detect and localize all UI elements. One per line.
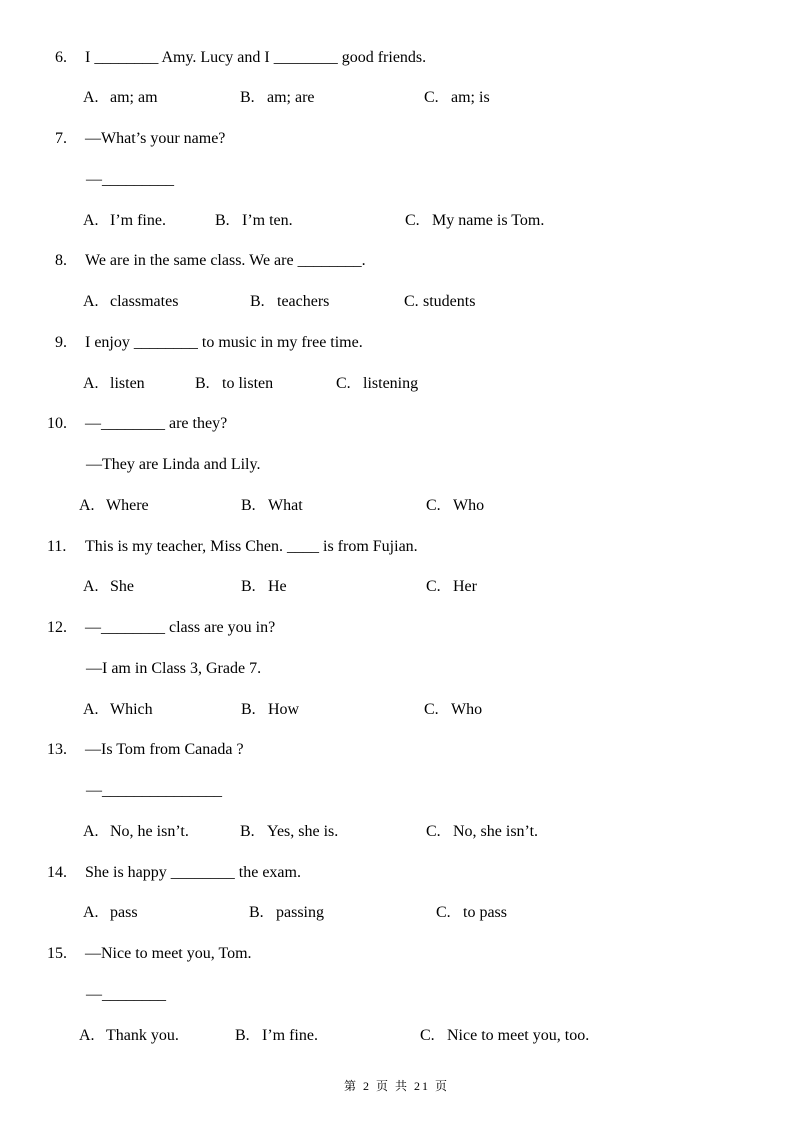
option-text: teachers — [277, 293, 330, 310]
option-label: C. — [336, 374, 351, 392]
option-label: C. — [426, 578, 441, 596]
option-a — [83, 567, 134, 608]
option-a — [83, 893, 138, 934]
option-c — [424, 78, 490, 119]
option-a — [83, 364, 145, 405]
question-stem-line — [0, 527, 793, 568]
question-list — [0, 38, 793, 1057]
option-label: B. — [240, 89, 255, 107]
options-row — [0, 282, 793, 323]
option-a — [83, 690, 153, 731]
question-number: 13. — [47, 741, 67, 759]
question-stem: —Nice to meet you, Tom. — [85, 945, 252, 962]
option-label: C. — [436, 904, 451, 922]
option-label: A. — [79, 496, 95, 514]
question-reply-text: —I am in Class 3, Grade 7. — [86, 659, 262, 677]
option-label: C. — [426, 822, 441, 840]
question-stem: This is my teacher, Miss Chen. ____ is from Fujian. — [85, 537, 418, 555]
option-label: B. — [215, 211, 230, 229]
option-text: am; am — [110, 89, 158, 107]
question-number: 15. — [47, 945, 67, 962]
option-label: C. — [404, 293, 419, 310]
option-text: to listen — [222, 374, 274, 392]
option-text: Who — [453, 496, 485, 514]
question-stem: —________ are they? — [85, 415, 228, 433]
option-label: B. — [241, 496, 256, 514]
options-row — [0, 201, 793, 242]
option-label: A. — [79, 1026, 95, 1044]
option-text: listening — [363, 374, 419, 392]
question-stem: —Is Tom from Canada ? — [85, 741, 244, 759]
option-text: Nice to meet you, too. — [447, 1026, 590, 1044]
option-text: How — [268, 700, 300, 718]
option-text: Thank you. — [106, 1026, 179, 1044]
option-text: Where — [106, 496, 149, 514]
options-row — [0, 1016, 793, 1057]
page-number-text: 第 2 页 共 21 页 — [343, 1079, 449, 1093]
option-label: C. — [420, 1026, 435, 1044]
question-reply-line — [0, 649, 793, 690]
question-number: 10. — [47, 415, 67, 433]
question-stem-line — [0, 38, 793, 79]
question-stem-line — [0, 323, 793, 364]
option-c — [426, 486, 484, 527]
option-b — [249, 893, 324, 934]
question-number: 6. — [55, 48, 67, 66]
option-label: B. — [240, 822, 255, 840]
question-stem: She is happy ________ the exam. — [85, 863, 301, 881]
options-row — [0, 364, 793, 405]
question-reply-text: —_______________ — [86, 782, 222, 799]
option-label: C. — [424, 89, 439, 107]
question-number: 9. — [55, 333, 67, 351]
option-label: B. — [249, 904, 264, 922]
option-text: am; is — [451, 89, 490, 107]
option-text: I’m fine. — [110, 211, 166, 229]
option-b — [215, 201, 293, 242]
option-label: A. — [83, 700, 99, 718]
option-label: A. — [83, 374, 99, 392]
question-stem-line — [0, 608, 793, 649]
option-b — [235, 1016, 318, 1057]
option-b — [250, 282, 329, 323]
question-number: 12. — [47, 619, 67, 636]
option-label: C. — [426, 496, 441, 514]
option-label: B. — [195, 374, 210, 392]
option-label: C. — [424, 700, 439, 718]
option-label: A. — [83, 822, 99, 840]
option-c — [405, 201, 544, 242]
option-text: pass — [110, 904, 138, 922]
option-c — [336, 364, 418, 405]
option-text: What — [268, 496, 303, 514]
option-b — [241, 486, 303, 527]
option-text: No, she isn’t. — [453, 822, 539, 840]
option-text: I’m fine. — [262, 1026, 318, 1044]
option-a — [83, 282, 178, 323]
option-label: A. — [83, 904, 99, 922]
option-text: Her — [453, 578, 477, 596]
question-reply-text: —_________ — [86, 170, 174, 188]
option-label: C. — [405, 211, 420, 229]
option-label: B. — [235, 1026, 250, 1044]
option-a — [83, 78, 158, 119]
option-label: B. — [241, 700, 256, 718]
question-reply-line — [0, 975, 793, 1016]
question-reply-text: —They are Linda and Lily. — [86, 456, 261, 473]
option-text: He — [268, 578, 287, 596]
option-label: B. — [241, 578, 256, 596]
question-stem-line — [0, 934, 793, 975]
question-number: 11. — [47, 537, 67, 555]
option-c — [404, 282, 475, 323]
option-b — [241, 567, 287, 608]
question-stem-line — [0, 404, 793, 445]
option-text: passing — [276, 904, 324, 922]
option-label: B. — [250, 293, 265, 310]
question-stem-line — [0, 119, 793, 160]
option-text: My name is Tom. — [432, 211, 545, 229]
option-text: am; are — [267, 89, 315, 107]
option-a — [83, 201, 166, 242]
option-text: listen — [110, 374, 145, 392]
options-row — [0, 812, 793, 853]
options-row — [0, 690, 793, 731]
question-reply-text: —________ — [86, 985, 166, 1003]
question-stem: I enjoy ________ to music in my free time. — [85, 333, 363, 351]
option-text: No, he isn’t. — [110, 822, 189, 840]
options-row — [0, 567, 793, 608]
option-a — [79, 486, 149, 527]
option-b — [195, 364, 273, 405]
option-text: Which — [110, 700, 153, 718]
option-c — [426, 567, 477, 608]
question-stem-line — [0, 730, 793, 771]
option-a — [83, 812, 189, 853]
option-label: A. — [83, 293, 99, 310]
option-text: I’m ten. — [242, 211, 293, 229]
page-footer — [0, 1076, 793, 1096]
option-c — [424, 690, 482, 731]
option-text: to pass — [463, 904, 507, 922]
question-stem: —What’s your name? — [85, 130, 226, 147]
option-text: classmates — [110, 293, 179, 310]
question-stem-line — [0, 853, 793, 894]
option-label: A. — [83, 89, 99, 107]
question-reply-line — [0, 160, 793, 201]
options-row — [0, 893, 793, 934]
question-reply-line — [0, 771, 793, 812]
question-stem: I ________ Amy. Lucy and I ________ good friends. — [85, 48, 427, 66]
option-text: She — [110, 578, 134, 596]
question-number: 7. — [55, 130, 67, 147]
option-c — [426, 812, 538, 853]
question-stem: —________ class are you in? — [85, 619, 276, 636]
question-reply-line — [0, 445, 793, 486]
question-stem: We are in the same class. We are ________. — [85, 252, 366, 270]
option-text: Who — [451, 700, 483, 718]
question-number: 14. — [47, 863, 67, 881]
option-label: A. — [83, 211, 99, 229]
option-b — [240, 78, 315, 119]
option-c — [436, 893, 507, 934]
options-row — [0, 78, 793, 119]
option-b — [241, 690, 299, 731]
option-text: students — [423, 293, 476, 310]
question-number: 8. — [55, 252, 67, 270]
option-text: Yes, she is. — [267, 822, 339, 840]
option-label: A. — [83, 578, 99, 596]
question-stem-line — [0, 241, 793, 282]
option-c — [420, 1016, 589, 1057]
option-a — [79, 1016, 179, 1057]
options-row — [0, 486, 793, 527]
option-b — [240, 812, 338, 853]
